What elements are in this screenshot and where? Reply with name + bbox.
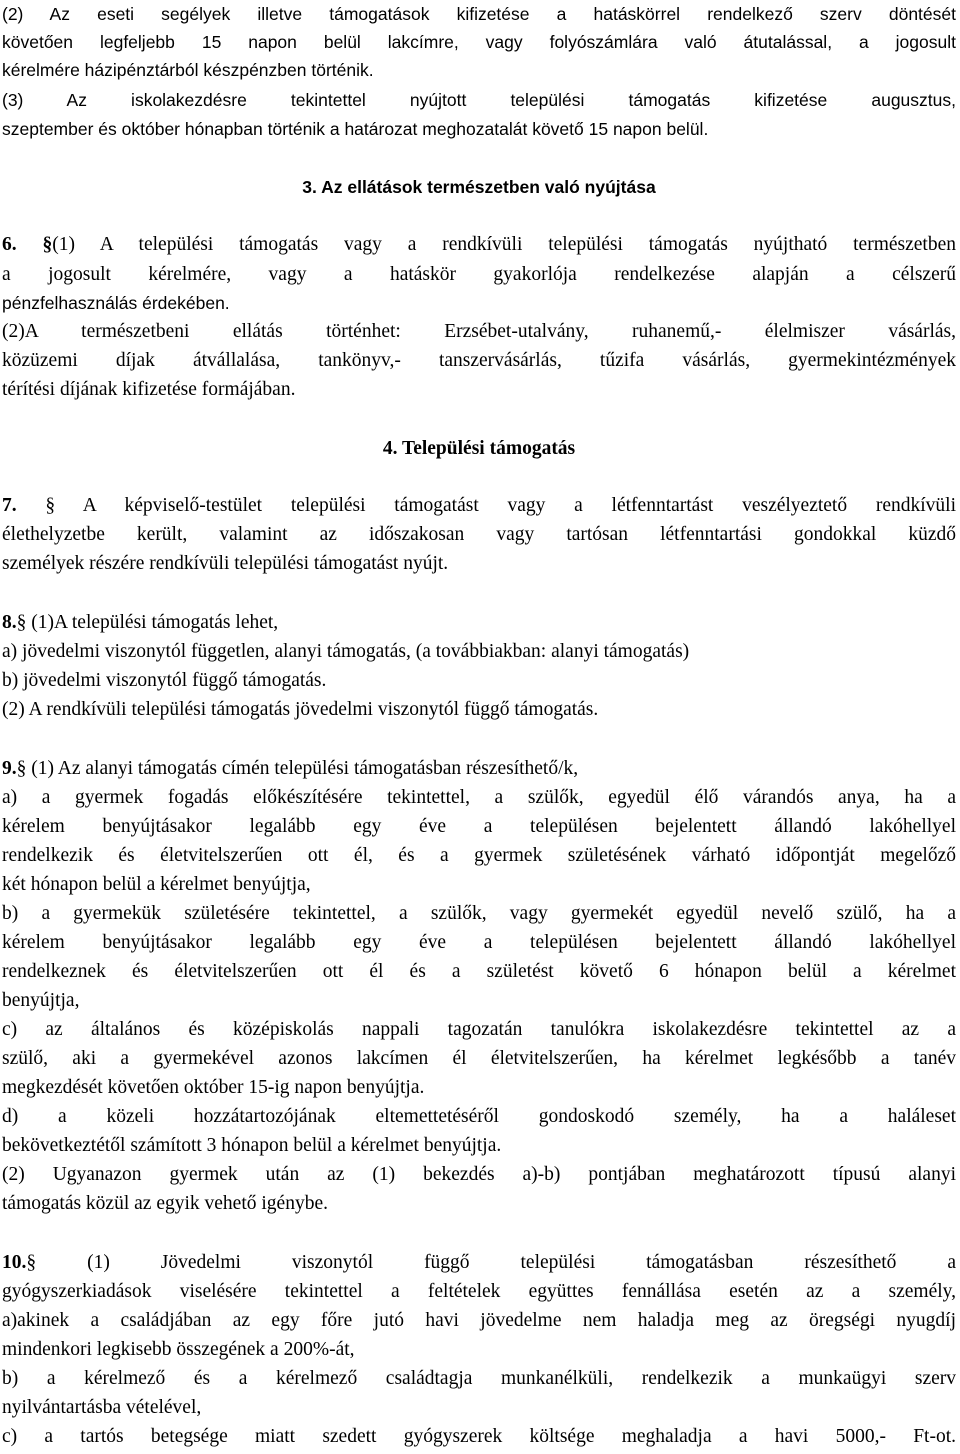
section-number: 9. (2, 758, 17, 779)
text-line: c) az általános és középiskolás nappali tagozatán tanulókra iskolakezdésre tekintettel az a (2, 1019, 956, 1040)
text-line: a jogosult kérelmére, vagy a hatáskör gyakorlója rendelkezése alapján a célszerű (2, 264, 956, 285)
text-line: a) a gyermek fogadás előkészítésére tekintettel, a szülők, egyedül élő várandós anya, ha a (2, 787, 956, 808)
text-line: b) a gyermekük születésére tekintettel, a szülők, vagy gyermekét egyedül nevelő szülő, ha a (2, 903, 956, 924)
text-line: d) a közeli hozzátartozójának eltemettetéséről gondoskodó személy, ha a haláleset (2, 1106, 956, 1127)
text-line: rendelkezik és életvitelszerűen ott él, és a gyermek születésének várható időpontját megelőző (2, 845, 956, 866)
text-line: 4. Települési támogatás (382, 438, 576, 459)
text-line: szülő, aki a gyermekével azonos lakcímen él életvitelszerűen, ha kérelmet legkésőbb a tanév (2, 1048, 956, 1069)
text-line: b) jövedelmi viszonytól függő támogatás. (2, 670, 327, 691)
text-line: a) jövedelmi viszonytól független, alanyi támogatás, (a továbbiakban: alanyi támogatás) (2, 641, 690, 662)
text-line: kérelmére házipénztárból készpénzben történik. (2, 60, 374, 80)
text-line: bekövetkeztétől számított 3 hónapon belül a kérelmet benyújtja. (2, 1135, 502, 1156)
text-line: c) a tartós betegsége miatt szedett gyógyszerek költsége meghaladja a havi 5000,- Ft-ot. (2, 1426, 956, 1447)
text-line: benyújtja, (2, 990, 80, 1011)
section-number: 7. (2, 495, 17, 516)
text-line: 10.§ (1) Jövedelmi viszonytól függő települési támogatásban részesíthető a (2, 1252, 956, 1273)
text-line: (2) A rendkívüli települési támogatás jövedelmi viszonytól függő támogatás. (2, 699, 599, 720)
text-line: rendelkeznek és életvitelszerűen ott él és a születést követő 6 hónapon belül a kérelmet (2, 961, 956, 982)
text-line: a)akinek a családjában az egy főre jutó havi jövedelme nem haladja meg az öregségi nyugdíj (2, 1310, 956, 1331)
text-line: 7. § A képviselő-testület települési támogatást vagy a létfenntartást veszélyeztető rendkívüli (2, 495, 956, 516)
text-line: 6. §(1) A települési támogatás vagy a rendkívüli települési támogatás nyújtható természetben (2, 234, 957, 255)
section-number: 10. (2, 1252, 27, 1273)
text-line: kérelem benyújtásakor legalább egy éve a településen bejelentett állandó lakóhellyel (2, 932, 956, 953)
text-line: élethelyzetbe került, valamint az időszakosan vagy tartósan létfenntartási gondokkal küzdő (2, 524, 956, 545)
text-line: mindenkori legkisebb összegének a 200%-át, (2, 1339, 355, 1360)
section-number: 6. § (2, 234, 53, 255)
text-line: követően legfeljebb 15 napon belül lakcímre, vagy folyószámlára való átutalással, a jogosult (2, 32, 956, 52)
text-line: személyek részére rendkívüli települési támogatást nyújt. (2, 553, 449, 574)
text-line: kérelem benyújtásakor legalább egy éve a településen bejelentett állandó lakóhellyel (2, 816, 956, 837)
text-line: támogatás közül az egyik vehető igénybe. (2, 1193, 328, 1214)
text-line: 9.§ (1) Az alanyi támogatás címén települési támogatásban részesíthető/k, (2, 758, 579, 779)
text-line: (2) Az eseti segélyek illetve támogatások kifizetése a hatáskörrel rendelkező szerv döntését (2, 4, 956, 24)
text-line: (3) Az iskolakezdésre tekintettel nyújtott települési támogatás kifizetése augusztus, (2, 90, 956, 110)
text-line: szeptember és október hónapban történik a határozat meghozatalát követő 15 napon belül. (2, 119, 709, 139)
text-line: pénzfelhasználás érdekében. (2, 293, 230, 313)
text-line: nyilvántartásba vételével, (2, 1397, 202, 1418)
text-line: megkezdését követően október 15-ig napon benyújtja. (2, 1077, 425, 1098)
text-line: (2) Ugyanazon gyermek után az (1) bekezdés a)-b) pontjában meghatározott típusú alanyi (2, 1164, 956, 1185)
section-number: 8. (2, 612, 17, 633)
text-line: (2)A természetbeni ellátás történhet: Erzsébet-utalvány, ruhanemű,- élelmiszer vásárlás, (2, 321, 956, 342)
text-line: 8.§ (1)A települési támogatás lehet, (2, 612, 279, 633)
text-line: b) a kérelmező és a kérelmező családtagja munkanélküli, rendelkezik a munkaügyi szerv (2, 1368, 956, 1389)
text-line: közüzemi díjak átvállalása, tankönyv,- tanszervásárlás, tűzifa vásárlás, gyermekintézmények (2, 350, 956, 371)
text-line: két hónapon belül a kérelmet benyújtja, (2, 874, 311, 895)
text-line: térítési díjának kifizetése formájában. (2, 379, 296, 400)
text-line: 3. Az ellátások természetben való nyújtása (302, 177, 656, 197)
text-line: gyógyszerkiadások viselésére tekintettel a feltételek együttes fennállása esetén az a személy, (2, 1281, 956, 1302)
